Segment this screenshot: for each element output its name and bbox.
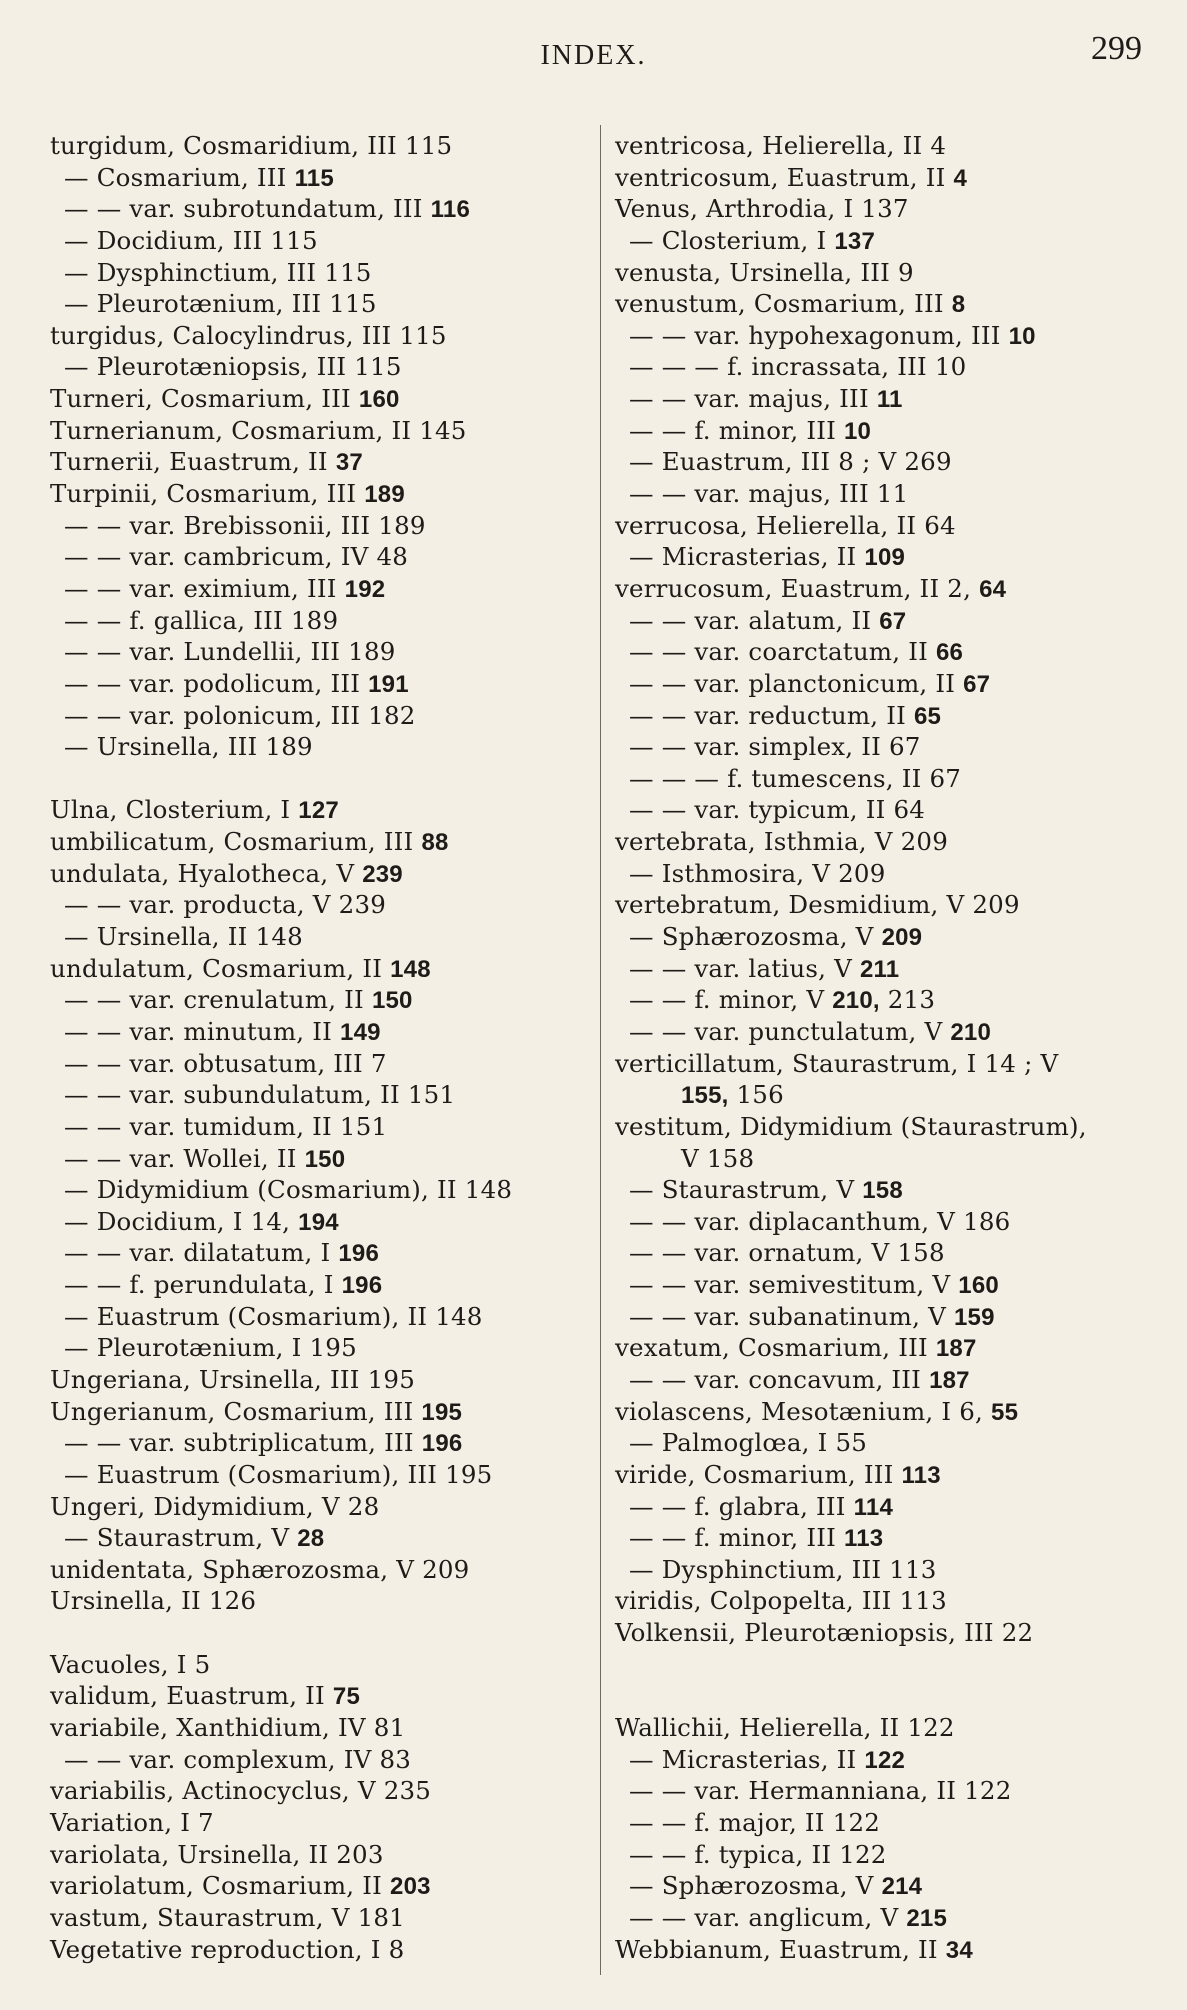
- entry-text: — — var. Wollei, II: [64, 1143, 305, 1173]
- index-entry: [50, 1143, 590, 1175]
- entry-text: turgidus, Calocylindrus, III 115: [50, 320, 447, 350]
- entry-text: variolata, Ursinella, II 203: [50, 1839, 384, 1869]
- entry-bold-page: 160: [358, 386, 400, 414]
- index-entry: [50, 731, 590, 763]
- entry-bold-page: 114: [853, 1493, 893, 1521]
- entry-text: verticillatum, Staurastrum, I 14 ; V: [615, 1048, 1059, 1078]
- index-entry: [50, 826, 590, 858]
- index-entry: [50, 1491, 590, 1523]
- entry-bold-page: 187: [929, 1366, 970, 1394]
- index-entry: [50, 225, 590, 257]
- entry-text: Ursinella, II 126: [50, 1586, 257, 1616]
- entry-bold-page: 88: [421, 829, 449, 857]
- entry-text: — Docidium, III 115: [64, 225, 318, 255]
- entry-bold-page: 113: [901, 1461, 941, 1489]
- entry-bold-page: 196: [341, 1272, 383, 1300]
- entry-bold-page: 196: [421, 1430, 463, 1458]
- entry-text: — Micrasterias, II: [629, 542, 865, 572]
- entry-text: — Micrasterias, II: [629, 1744, 865, 1774]
- index-entry: [50, 636, 590, 668]
- entry-text: Venus, Arthrodia, I 137: [615, 194, 909, 224]
- index-entry: [50, 288, 590, 320]
- index-entry: [615, 605, 1175, 637]
- index-entry: [615, 1301, 1175, 1333]
- index-entry: [50, 1427, 590, 1459]
- entry-bold-page: 116: [430, 196, 470, 224]
- entry-text: — — var. simplex, II 67: [629, 732, 921, 762]
- index-entry: [615, 351, 1175, 383]
- index-entry: [50, 415, 590, 447]
- entry-bold-page: 211: [859, 955, 900, 983]
- spacer: [50, 763, 590, 795]
- entry-text: Turnerianum, Cosmarium, II 145: [50, 415, 467, 445]
- entry-text: violascens, Mesotænium, I 6,: [615, 1396, 992, 1426]
- index-entry: [615, 668, 1175, 700]
- entry-text: — Dysphinctium, III 115: [64, 257, 372, 287]
- entry-text: Webbianum, Euastrum, II: [615, 1934, 946, 1964]
- spacer: [615, 1649, 1175, 1681]
- index-entry: [50, 1301, 590, 1333]
- entry-text: venustum, Cosmarium, III: [615, 289, 952, 319]
- index-entry: [615, 1807, 1175, 1839]
- entry-bold-page: 37: [335, 449, 363, 477]
- entry-text: ventricosum, Euastrum, II: [615, 162, 954, 192]
- index-entry: [615, 193, 1175, 225]
- index-entry: [50, 668, 590, 700]
- index-entry: [50, 193, 590, 225]
- index-entry: [50, 1680, 590, 1712]
- index-entry: [615, 1396, 1175, 1428]
- index-entry: [50, 1111, 590, 1143]
- entry-text: — — var. cambricum, IV 48: [64, 542, 409, 572]
- entry-text: — — var. eximium, III: [64, 573, 345, 603]
- index-entry: [615, 921, 1175, 953]
- entry-text: — — f. major, II 122: [629, 1807, 881, 1837]
- entry-text: Turpinii, Cosmarium, III: [50, 479, 365, 509]
- index-entry: [615, 541, 1175, 573]
- entry-bold-page: 67: [963, 670, 991, 698]
- index-entry: [50, 1934, 590, 1966]
- entry-text: vestitum, Didymidium (Staurastrum),: [615, 1111, 1087, 1141]
- entry-text: — — var. ornatum, V 158: [629, 1238, 945, 1268]
- index-entry: [50, 1459, 590, 1491]
- index-entry: [615, 1902, 1175, 1934]
- entry-bold-page: 149: [340, 1018, 381, 1046]
- entry-text: — — var. Lundellii, III 189: [64, 637, 396, 667]
- entry-text: — — var. majus, III: [629, 384, 877, 414]
- entry-text: unidentata, Sphærozosma, V 209: [50, 1554, 470, 1584]
- entry-text: — — f. minor, III: [629, 415, 844, 445]
- index-entry: [50, 510, 590, 542]
- entry-bold-page: 64: [979, 575, 1007, 603]
- index-entry: [50, 162, 590, 194]
- entry-bold-page: 66: [935, 639, 964, 667]
- index-entry: [50, 1839, 590, 1871]
- index-entry: [615, 1269, 1175, 1301]
- entry-text: viridis, Colpopelta, III 113: [615, 1586, 947, 1616]
- entry-text: undulata, Hyalotheca, V: [50, 858, 363, 888]
- index-entry: [50, 1775, 590, 1807]
- index-entry: [50, 1585, 590, 1617]
- page-header-title: INDEX.: [540, 40, 647, 71]
- index-entry: [50, 478, 590, 510]
- index-entry: [615, 1016, 1175, 1048]
- entry-text: — Pleurotæniopsis, III 115: [64, 352, 402, 382]
- index-entry: [50, 1522, 590, 1554]
- index-entry: [50, 921, 590, 953]
- entry-text: venusta, Ursinella, III 9: [615, 257, 914, 287]
- index-entry: [615, 1459, 1175, 1491]
- index-entry: [50, 889, 590, 921]
- entry-bold-page: 158: [862, 1177, 903, 1205]
- index-entry: [50, 1206, 590, 1238]
- index-entry: [50, 257, 590, 289]
- index-entry: [615, 1712, 1175, 1744]
- index-entry: [615, 1206, 1175, 1238]
- index-entry: [615, 984, 1175, 1016]
- index-entry: [615, 225, 1175, 257]
- index-entry: [615, 1427, 1175, 1459]
- entry-text: — Dysphinctium, III 113: [629, 1554, 937, 1584]
- index-entry: [615, 478, 1175, 510]
- entry-text: Ungeriana, Ursinella, III 195: [50, 1364, 416, 1394]
- entry-bold-page: 113: [843, 1525, 884, 1553]
- entry-text: Turnerii, Euastrum, II: [50, 447, 336, 477]
- entry-text: — — var. producta, V 239: [64, 890, 387, 920]
- index-entry: [50, 1269, 590, 1301]
- entry-bold-page: 34: [945, 1936, 973, 1964]
- entry-text: — — f. minor, III: [629, 1523, 844, 1553]
- entry-bold-page: 137: [834, 227, 875, 255]
- entry-bold-page: 239: [362, 860, 403, 888]
- entry-text: — Staurastrum, V: [64, 1523, 298, 1553]
- entry-text: variolatum, Cosmarium, II: [50, 1871, 391, 1901]
- column-divider: [600, 125, 601, 1975]
- entry-bold-page: 150: [371, 987, 413, 1015]
- index-entry: [50, 1554, 590, 1586]
- entry-text: V 158: [681, 1143, 755, 1173]
- index-entry: [615, 1744, 1175, 1776]
- entry-text: — — var. Hermanniana, II 122: [629, 1776, 1012, 1806]
- entry-text: — — var. typicum, II 64: [629, 795, 926, 825]
- entry-text: Vegetative reproduction, I 8: [50, 1934, 405, 1964]
- index-entry: [615, 288, 1175, 320]
- entry-bold-page: 191: [368, 670, 409, 698]
- entry-text: — Pleurotænium, I 195: [64, 1333, 357, 1363]
- index-entry: [50, 605, 590, 637]
- entry-text: — — var. crenulatum, II: [64, 985, 372, 1015]
- entry-text: — — var. podolicum, III: [64, 668, 369, 698]
- entry-text: — — var. complexum, IV 83: [64, 1744, 412, 1774]
- entry-text: — Ursinella, II 148: [64, 922, 303, 952]
- entry-text: — — — f. incrassata, III 10: [629, 352, 967, 382]
- index-entry: [615, 1079, 1175, 1111]
- index-entry: [50, 1902, 590, 1934]
- entry-text: Variation, I 7: [50, 1807, 214, 1837]
- entry-text: — — f. perundulata, I: [64, 1270, 342, 1300]
- entry-text: — — var. subtriplicatum, III: [64, 1428, 422, 1458]
- entry-bold-page: 28: [297, 1525, 325, 1553]
- entry-text: — — var. subundulatum, II 151: [64, 1080, 456, 1110]
- index-entry: [615, 1491, 1175, 1523]
- index-entry: [50, 1364, 590, 1396]
- index-entry: [50, 953, 590, 985]
- entry-bold-page: 159: [953, 1303, 995, 1331]
- entry-text: variabilis, Actinocyclus, V 235: [50, 1776, 432, 1806]
- entry-text: — — var. alatum, II: [629, 605, 880, 635]
- entry-text: — Sphærozosma, V: [629, 922, 882, 952]
- index-entry: [50, 383, 590, 415]
- entry-text: verrucosa, Helierella, II 64: [615, 510, 956, 540]
- index-entry: [50, 984, 590, 1016]
- index-entry: [615, 1775, 1175, 1807]
- entry-text: — — var. reductum, II: [629, 700, 914, 730]
- entry-text: — Closterium, I: [629, 225, 835, 255]
- page-number: 299: [1091, 30, 1142, 67]
- index-entry: [615, 510, 1175, 542]
- entry-bold-page: 192: [344, 575, 386, 603]
- index-entry: [50, 858, 590, 890]
- entry-text: — Euastrum (Cosmarium), II 148: [64, 1301, 483, 1331]
- entry-bold-page: 196: [338, 1240, 379, 1268]
- index-entry: [50, 1870, 590, 1902]
- entry-text: vertebratum, Desmidium, V 209: [615, 890, 1020, 920]
- entry-bold-page: 150: [304, 1145, 346, 1173]
- index-entry: [50, 1807, 590, 1839]
- entry-bold-page: 209: [881, 924, 923, 952]
- entry-text: — — — f. tumescens, II 67: [629, 763, 962, 793]
- index-entry: [50, 1332, 590, 1364]
- index-entry: [615, 1585, 1175, 1617]
- entry-bold-page: 4: [953, 164, 968, 192]
- entry-text: — — var. obtusatum, III 7: [64, 1048, 387, 1078]
- entry-tail: 213: [879, 985, 936, 1015]
- index-entry: [50, 1048, 590, 1080]
- entry-bold-page: 189: [364, 481, 405, 509]
- entry-bold-page: 160: [958, 1272, 999, 1300]
- entry-text: — — f. minor, V: [629, 985, 833, 1015]
- entry-text: undulatum, Cosmarium, II: [50, 953, 391, 983]
- entry-text: — — var. majus, III 11: [629, 479, 909, 509]
- entry-text: turgidum, Cosmaridium, III 115: [50, 131, 453, 160]
- index-entry: [615, 1617, 1175, 1649]
- index-entry: [615, 763, 1175, 795]
- entry-text: — — var. Brebissonii, III 189: [64, 510, 426, 540]
- index-entry: [50, 1016, 590, 1048]
- entry-text: — — var. subrotundatum, III: [64, 194, 431, 224]
- entry-bold-page: 187: [935, 1335, 977, 1363]
- entry-bold-page: 195: [421, 1398, 463, 1426]
- index-entry: [615, 636, 1175, 668]
- index-entry: [50, 1744, 590, 1776]
- index-entry: [50, 541, 590, 573]
- entry-text: Turneri, Cosmarium, III: [50, 384, 359, 414]
- entry-text: — Sphærozosma, V: [629, 1871, 882, 1901]
- entry-text: umbilicatum, Cosmarium, III: [50, 827, 422, 857]
- index-entry: [50, 446, 590, 478]
- entry-text: — — var. concavum, III: [629, 1364, 930, 1394]
- index-entry: [50, 1712, 590, 1744]
- index-entry: [615, 1934, 1175, 1966]
- entry-bold-page: 210: [950, 1018, 992, 1046]
- entry-bold-page: 67: [879, 607, 907, 635]
- entry-text: viride, Cosmarium, III: [615, 1459, 902, 1489]
- entry-bold-page: 10: [843, 417, 872, 445]
- entry-text: — — var. minutum, II: [64, 1016, 341, 1046]
- entry-text: — — f. gallica, III 189: [64, 605, 339, 635]
- entry-text: — — var. subanatinum, V: [629, 1301, 954, 1331]
- index-entry: [615, 1870, 1175, 1902]
- entry-text: validum, Euastrum, II: [50, 1681, 333, 1711]
- entry-text: vastum, Staurastrum, V 181: [50, 1902, 405, 1932]
- spacer: [50, 1617, 590, 1649]
- entry-tail: 156: [728, 1080, 784, 1110]
- entry-text: verrucosum, Euastrum, II 2,: [615, 573, 980, 603]
- index-entry: [615, 320, 1175, 352]
- index-entry: [50, 1079, 590, 1111]
- entry-text: — — var. anglicum, V: [629, 1902, 907, 1932]
- index-entry: [50, 573, 590, 605]
- index-entry: [50, 130, 590, 162]
- index-entry: [615, 1143, 1175, 1175]
- index-entry: [615, 731, 1175, 763]
- entry-text: — — var. punctulatum, V: [629, 1016, 951, 1046]
- entry-text: — — var. coarctatum, II: [629, 637, 936, 667]
- index-entry: [615, 858, 1175, 890]
- entry-text: Wallichii, Helierella, II 122: [615, 1713, 955, 1743]
- entry-bold-page: 115: [294, 164, 334, 192]
- entry-text: — Docidium, I 14,: [64, 1206, 299, 1236]
- entry-bold-page: 194: [298, 1208, 339, 1236]
- index-column-left: [50, 130, 590, 1965]
- index-entry: [50, 1649, 590, 1681]
- index-entry: [615, 1111, 1175, 1143]
- entry-bold-page: 10: [1008, 322, 1036, 350]
- entry-text: — — var. dilatatum, I: [64, 1238, 339, 1268]
- index-entry: [615, 953, 1175, 985]
- entry-text: — Staurastrum, V: [629, 1175, 863, 1205]
- entry-text: Ungeri, Didymidium, V 28: [50, 1491, 380, 1521]
- entry-text: — — f. typica, II 122: [629, 1839, 887, 1869]
- index-entry: [50, 794, 590, 826]
- index-entry: [615, 573, 1175, 605]
- index-entry: [615, 1237, 1175, 1269]
- entry-text: — Euastrum, III 8 ; V 269: [629, 447, 952, 477]
- entry-bold-page: 148: [390, 955, 431, 983]
- index-column-right: [615, 130, 1175, 1965]
- index-entry: [615, 1364, 1175, 1396]
- entry-text: — — var. tumidum, II 151: [64, 1111, 388, 1141]
- entry-text: vertebrata, Isthmia, V 209: [615, 827, 948, 857]
- index-entry: [615, 794, 1175, 826]
- index-entry: [50, 1174, 590, 1206]
- entry-text: Volkensii, Pleurotæniopsis, III 22: [615, 1618, 1034, 1648]
- entry-text: — Cosmarium, III: [64, 162, 295, 192]
- index-entry: [50, 1396, 590, 1428]
- entry-text: — — var. polonicum, III 182: [64, 700, 416, 730]
- entry-text: — Palmoglœa, I 55: [629, 1428, 868, 1458]
- entry-bold-page: 109: [864, 544, 906, 572]
- entry-bold-page: 75: [332, 1683, 361, 1711]
- index-entry: [615, 826, 1175, 858]
- index-entry: [50, 700, 590, 732]
- entry-text: — Ursinella, III 189: [64, 732, 313, 762]
- entry-text: — — var. diplacanthum, V 186: [629, 1206, 1011, 1236]
- spacer: [615, 1680, 1175, 1712]
- entry-text: Vacuoles, I 5: [50, 1649, 211, 1679]
- index-entry: [615, 162, 1175, 194]
- index-entry: [615, 700, 1175, 732]
- entry-bold-page: 8: [951, 291, 966, 319]
- entry-text: Ungerianum, Cosmarium, III: [50, 1396, 422, 1426]
- entry-bold-page: 55: [991, 1398, 1019, 1426]
- entry-bold-page: 11: [876, 386, 903, 414]
- entry-bold-page: 155,: [681, 1082, 729, 1110]
- index-entry: [615, 1048, 1175, 1080]
- index-entry: [50, 351, 590, 383]
- entry-bold-page: 203: [390, 1873, 431, 1901]
- entry-bold-page: 214: [881, 1873, 923, 1901]
- index-entry: [615, 1554, 1175, 1586]
- index-entry: [615, 130, 1175, 162]
- index-entry: [615, 889, 1175, 921]
- entry-text: — — f. glabra, III: [629, 1491, 854, 1521]
- entry-bold-page: 122: [864, 1746, 906, 1774]
- index-entry: [615, 1522, 1175, 1554]
- entry-text: — Isthmosira, V 209: [629, 858, 886, 888]
- index-entry: [615, 257, 1175, 289]
- entry-text: — Pleurotænium, III 115: [64, 289, 377, 319]
- index-entry: [615, 1332, 1175, 1364]
- entry-text: — Euastrum (Cosmarium), III 195: [64, 1459, 493, 1489]
- index-entry: [615, 446, 1175, 478]
- entry-bold-page: 127: [298, 797, 339, 825]
- index-entry: [50, 1237, 590, 1269]
- index-entry: [615, 1839, 1175, 1871]
- entry-text: vexatum, Cosmarium, III: [615, 1333, 936, 1363]
- entry-text: Ulna, Closterium, I: [50, 795, 299, 825]
- index-entry: [615, 415, 1175, 447]
- entry-bold-page: 215: [906, 1904, 948, 1932]
- index-entry: [615, 1174, 1175, 1206]
- entry-text: — — var. latius, V: [629, 953, 860, 983]
- entry-text: — Didymidium (Cosmarium), II 148: [64, 1175, 513, 1205]
- entry-bold-page: 65: [914, 702, 942, 730]
- index-entry: [615, 383, 1175, 415]
- index-entry: [50, 320, 590, 352]
- entry-bold-page: 210,: [832, 987, 880, 1015]
- entry-text: variabile, Xanthidium, IV 81: [50, 1713, 406, 1743]
- entry-text: — — var. hypohexagonum, III: [629, 320, 1009, 350]
- entry-text: — — var. planctonicum, II: [629, 668, 964, 698]
- entry-text: — — var. semivestitum, V: [629, 1270, 959, 1300]
- entry-text: ventricosa, Helierella, II 4: [615, 131, 947, 160]
